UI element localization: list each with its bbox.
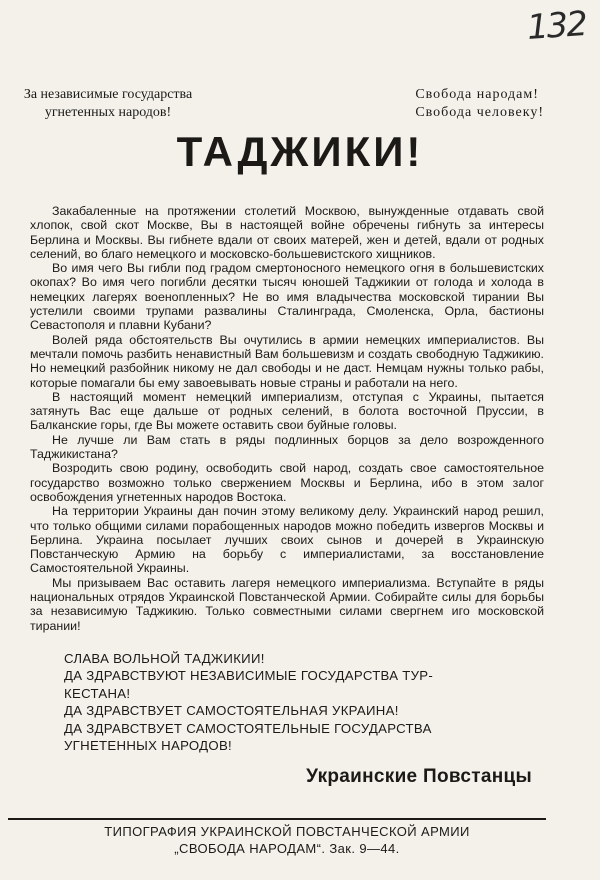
slogan-right-line: Свобода человеку! (415, 105, 544, 120)
paragraph: Возродить свою родину, освободить свой народ, создать свое самостоятельное государство возможно только свержением Москвы и Берлина, ибо в этом залог освобождения угнетенных народов Востока. (30, 461, 544, 504)
paragraph: На территории Украины дан почин этому великому делу. Украинский народ решил, что только общими силами порабощенных народов можно победить извергов Москвы и Берлина. Украина посылает лучших своих сынов и дочерей в Украинскую Повстанческую Армию на борьбу с империалистами, за восстановление Самостоятельной Украины. (30, 504, 544, 576)
slogan-line: ДА ЗДРАВСТВУЕТ САМОСТОЯТЕЛЬНАЯ УКРАИНА! (64, 703, 399, 719)
slogan-left (8, 86, 208, 122)
imprint-line: ТИПОГРАФИЯ УКРАИНСКОЙ ПОВСТАНЧЕСКОЙ АРМИИ (104, 824, 470, 839)
divider (8, 818, 546, 820)
paragraph: Не лучше ли Вам стать в ряды подлинных борцов за дело возрожденного Таджикистана? (30, 432, 544, 462)
imprint-line: „СВОБОДА НАРОДАМ“. Зак. 9—44. (174, 841, 400, 856)
slogan-line: ДА ЗДРАВСТВУЮТ НЕЗАВИСИМЫЕ ГОСУДАРСТВА ТУР- (64, 668, 434, 684)
slogan-right (415, 86, 544, 122)
signature: Украинские Повстанцы (306, 766, 532, 787)
page-title: ТАДЖИКИ! (176, 128, 424, 175)
slogan-line: КЕСТАНА! (64, 685, 131, 701)
paragraph: Мы призываем Вас оставить лагеря немецкого империализма. Вступайте в ряды национальных отрядов Украинской Повстанческой Армии. Собирайте силы для борьбы за независимую Таджикию. Только совместными силами свергнем иго московской тирании! (30, 575, 544, 633)
slogan-line: СЛАВА ВОЛЬНОЙ ТАДЖИКИИ! (64, 651, 265, 666)
closing-slogans (64, 650, 540, 754)
printer-imprint (30, 823, 544, 857)
slogan-line: ДА ЗДРАВСТВУЕТ САМОСТОЯТЕЛЬНЫЕ ГОСУДАРСТВА (64, 720, 432, 736)
slogan-left-line: За независимые государства (23, 87, 193, 102)
paragraph: Во имя чего Вы гибли под градом смертоносного немецкого огня в большевистских окопах? Во имя чего погибли десятки тысяч юношей Таджикии от голода и холода в немецких лагерях военопленных? Не во имя владычества московской тирании Вы устелили своими трупами развалины Сталинграда, Смоленска, Орла, бастионы Севастополя и плавни Кубани? (30, 261, 544, 333)
body-text (30, 204, 544, 633)
paragraph: Волей ряда обстоятельств Вы очутились в армии немецких империалистов. Вы мечтали помочь разбить ненавистный Вам большевизм и создать свободную Таджикию. Но немецкий разбойник никому не дал свободы и не даст. Немцам нужны только рабы, которые помагали бы ему завоевывать новые страны и работали на него. (30, 332, 544, 390)
archive-number: 132 (525, 3, 588, 49)
slogan-line: УГНЕТЕННЫХ НАРОДОВ! (64, 738, 233, 754)
paragraph: Закабаленные на протяжении столетий Москвою, вынужденные отдавать свой хлопок, свой скот Москве, Вы в настоящей войне обречены гибнуть за интересы Берлина и Москвы. Вы гибнете вдали от своих матерей, жен и детей, вдали от родных селений, во благо немецкого и московско-большевистского хищников. (30, 204, 544, 261)
slogan-right-line: Свобода народам! (415, 87, 539, 102)
slogan-left-line: угнетенных народов! (44, 105, 172, 120)
paragraph: В настоящий момент немецкий империализм, отступая с Украины, пытается затянуть Вас еще дальше от родных селений, в болота восточной Пруссии, в Балканские горы, где Вы можете оставить свои буйные головы. (30, 389, 544, 433)
